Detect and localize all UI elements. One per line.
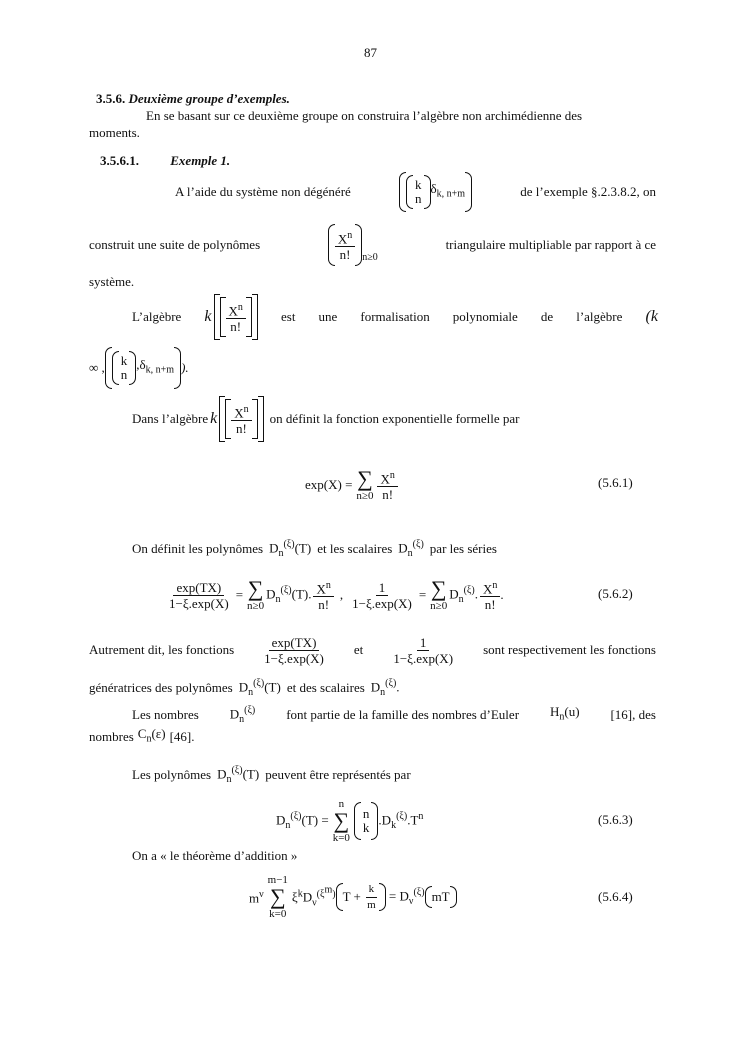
paragraph-8-mid: et [353,642,364,657]
algebra-k-symbol: k [204,308,212,325]
paragraph-4-word-4: de [540,309,554,324]
equation-5-6-2: $\frac{\exp(TX)}{1-\xi.\exp(X)}$ = ∑ n≥0 $D_n^{(\xi)}(T)$. $\frac{X^n}{n!}$ , $\frac{1}{1-\xi.\exp(X)}$ = ∑ n≥0 $D_n^{(\xi)}$. $\frac{X^n}{n!}$ . [169,576,504,613]
paragraph-line-3: système. [89,274,135,289]
paragraph-11-end: [46]. [169,729,195,744]
nondegenerate-system-formula: k n $\delta_{k, n+m}$ [399,172,472,212]
paragraph-2-end: triangulaire multipliable par rapport à ce [445,237,656,252]
paragraph-line-13: On a « le théorème d’addition » [132,848,298,863]
paragraph-1-end: de l’exemple §.2.3.8.2, on [520,184,656,199]
equation-5-6-1: exp(X) = ∑ n≥0 $\frac{X^n}{n!}$ [305,461,398,509]
paragraph-4-word-5: l’algèbre [576,309,623,324]
paragraph-4-word-0: est [280,309,296,324]
equation-label-5-6-2: (5.6.2) [598,586,633,601]
equation-label-5-6-3: (5.6.3) [598,812,633,827]
paragraph-7-mid: et les scalaires [317,541,393,556]
intro-line-2: moments. [89,125,140,140]
paragraph-10-start: Les nombres [132,707,199,722]
paragraph-4-k: (k [645,308,658,325]
paragraph-line-9: génératrices des polynômes $D_n^{(\xi)}(T)$ et des scalaires $D_n^{(\xi)}$. [89,677,400,698]
paragraph-line-6 [132,396,519,442]
paragraph-4-start: L’algèbre [132,309,182,324]
paragraph-12-start: Les polynômes [132,767,212,782]
paragraph-line-11: nombres $C_n(\varepsilon)$ [46]. [89,726,195,745]
paragraph-line-5: ∞ , k n $,\delta_{k, n+m}$ ). [89,346,189,390]
paragraph-line-12: Les polynômes $D_n^{(\xi)}(T)$ peuvent être représentés par [132,764,411,785]
paragraph-9-mid: et des scalaires [286,680,365,695]
intro-line-1: En se basant sur ce deuxième groupe on construira l’algèbre non archimédienne des [146,108,583,123]
polynomial-sequence-formula: $\frac{X^n}{n!}$ $_{n\ge 0}$ [328,224,378,266]
paragraph-5-end: ). [181,360,189,375]
equation-5-6-4: $m^\nu$ m−1 ∑ k=0 $\xi^kD_\nu^{(\xi^m)}$ T + $\frac{k}{m}$ = $D_\nu^{(\xi)}$ mT [249,870,457,924]
equation-label-5-6-1: (5.6.1) [598,475,633,490]
paragraph-10-mid: font partie de la famille des nombres d’Euler [286,707,520,722]
paragraph-line-2 [89,220,656,270]
paragraph-line-8: Autrement dit, les fonctions $\frac{\exp(TX)}{1-\xi.\exp(X)}$ et $\frac{1}{1-\xi.\exp(X)}$ sont respectivement les fonctions [89,634,656,666]
paragraph-line-1 [175,170,656,214]
paragraph-2-start: construit une suite de polynômes [89,237,261,252]
paragraph-7-start: On définit les polynômes [132,541,264,556]
equation-5-6-3: $D_n^{(\xi)}(T)$ = n ∑ k=0 n k $.D_k^{(\xi)}.T^n$ [276,798,424,844]
moment-system-formula: k n $,\delta_{k, n+m}$ [105,347,181,389]
paragraph-9-start: génératrices des polynômes [89,680,233,695]
section-heading [96,91,290,107]
paragraph-line-4 [132,294,658,340]
subsection-number: 3.5.6.1. [100,153,139,168]
section-title: Deuxième groupe d’exemples. [128,91,290,106]
paragraph-4-word-2: formalisation [360,309,430,324]
paragraph-7-end: par les séries [429,541,497,556]
paragraph-line-7: On définit les polynômes $D_n^{(\xi)}(T)$ et les scalaires $D_n^{(\xi)}$ par les séries [132,538,497,559]
paragraph-11-start: nombres [89,729,134,744]
paragraph-1-start: A l’aide du système non dégénéré [175,184,351,199]
paragraph-line-10: Les nombres $D_n^{(\xi)}$ font partie de la famille des nombres d’Euler $H_n(u)$ [16], des [132,704,656,725]
algebra-formula-2: k $\frac{X^n}{n!}$ [210,396,264,442]
section-number: 3.5.6. [96,91,126,106]
algebra-formula: k $\frac{X^n}{n!}$ [204,294,258,340]
paragraph-6-end: on définit la fonction exponentielle formelle par [269,411,520,426]
paragraph-8-end: sont respectivement les fonctions [483,642,656,657]
subsection-title: Exemple 1. [170,153,231,168]
paragraph-4-word-1: une [318,309,338,324]
paragraph-10-end: [16], des [610,707,656,722]
page-number: 87 [364,45,377,60]
subsection-heading [100,153,230,169]
paragraph-8-start: Autrement dit, les fonctions [89,642,235,657]
paragraph-4-word-3: polynomiale [452,309,518,324]
equation-label-5-6-4: (5.6.4) [598,889,633,904]
paragraph-6-start: Dans l’algèbre [132,411,209,426]
paragraph-12-end: peuvent être représentés par [265,767,411,782]
